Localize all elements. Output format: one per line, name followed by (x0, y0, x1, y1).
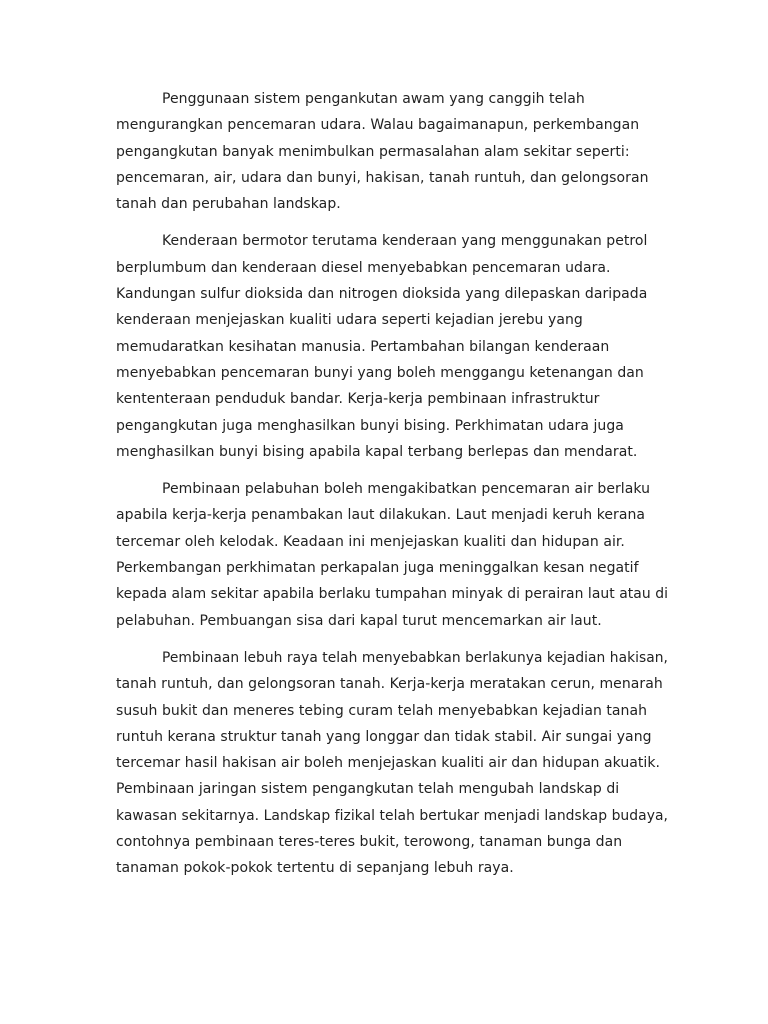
paragraph-line: pencemaran, air, udara dan bunyi, hakisan, tanah runtuh, dan gelongsoran (116, 169, 649, 186)
paragraph-line: apabila kerja-kerja penambakan laut dilakukan. Laut menjadi keruh kerana (116, 507, 646, 524)
paragraph-4 (116, 645, 668, 882)
paragraph-line: tanah runtuh, dan gelongsoran tanah. Kerja-kerja meratakan cerun, menarah (116, 676, 663, 693)
document-body (116, 86, 668, 893)
paragraph-line: Pembinaan jaringan sistem pengangkutan telah mengubah landskap di (116, 781, 620, 798)
paragraph-line: contohnya pembinaan teres-teres bukit, terowong, tanaman bunga dan (116, 834, 623, 851)
paragraph-2 (116, 228, 668, 465)
paragraph-line: Pembinaan pelabuhan boleh mengakibatkan pencemaran air berlaku (162, 481, 651, 498)
paragraph-line: kawasan sekitarnya. Landskap fizikal telah bertukar menjadi landskap budaya, (116, 807, 669, 824)
paragraph-line: memudaratkan kesihatan manusia. Pertambahan bilangan kenderaan (116, 338, 610, 355)
paragraph-line: berplumbum dan kenderaan diesel menyebabkan pencemaran udara. (116, 259, 611, 276)
paragraph-line: mengurangkan pencemaran udara. Walau bagaimanapun, perkembangan (116, 117, 640, 134)
paragraph-3 (116, 476, 668, 634)
paragraph-line: menghasilkan bunyi bising apabila kapal terbang berlepas dan mendarat. (116, 443, 638, 460)
paragraph-line: pengangkutan banyak menimbulkan permasalahan alam sekitar seperti: (116, 143, 630, 160)
paragraph-line: kententeraan penduduk bandar. Kerja-kerja pembinaan infrastruktur (116, 391, 600, 408)
paragraph-line: tanah dan perubahan landskap. (116, 196, 341, 213)
paragraph-line: runtuh kerana struktur tanah yang longgar dan tidak stabil. Air sungai yang (116, 728, 652, 745)
paragraph-line: menyebabkan pencemaran bunyi yang boleh menggangu ketenangan dan (116, 364, 644, 381)
paragraph-line: pengangkutan juga menghasilkan bunyi bising. Perkhimatan udara juga (116, 417, 624, 434)
paragraph-line: Kandungan sulfur dioksida dan nitrogen dioksida yang dilepaskan daripada (116, 286, 648, 303)
paragraph-line: tercemar oleh kelodak. Keadaan ini menjejaskan kualiti dan hidupan air. (116, 533, 625, 550)
paragraph-line: Kenderaan bermotor terutama kenderaan yang menggunakan petrol (162, 233, 648, 250)
paragraph-line: Perkembangan perkhimatan perkapalan juga meninggalkan kesan negatif (116, 560, 639, 577)
paragraph-line: Penggunaan sistem pengankutan awam yang canggih telah (162, 91, 585, 107)
paragraph-line: kepada alam sekitar apabila berlaku tumpahan minyak di perairan laut atau di (116, 586, 668, 603)
paragraph-line: tercemar hasil hakisan air boleh menjejaskan kualiti air dan hidupan akuatik. (116, 755, 661, 772)
paragraph-line: susuh bukit dan meneres tebing curam telah menyebabkan kejadian tanah (116, 702, 648, 719)
paragraph-line: pelabuhan. Pembuangan sisa dari kapal turut mencemarkan air laut. (116, 612, 602, 629)
paragraph-line: tanaman pokok-pokok tertentu di sepanjang lebuh raya. (116, 860, 514, 877)
paragraph-line: kenderaan menjejaskan kualiti udara seperti kejadian jerebu yang (116, 312, 583, 329)
paragraph-1 (116, 86, 668, 217)
paragraph-line: Pembinaan lebuh raya telah menyebabkan berlakunya kejadian hakisan, (162, 649, 668, 666)
